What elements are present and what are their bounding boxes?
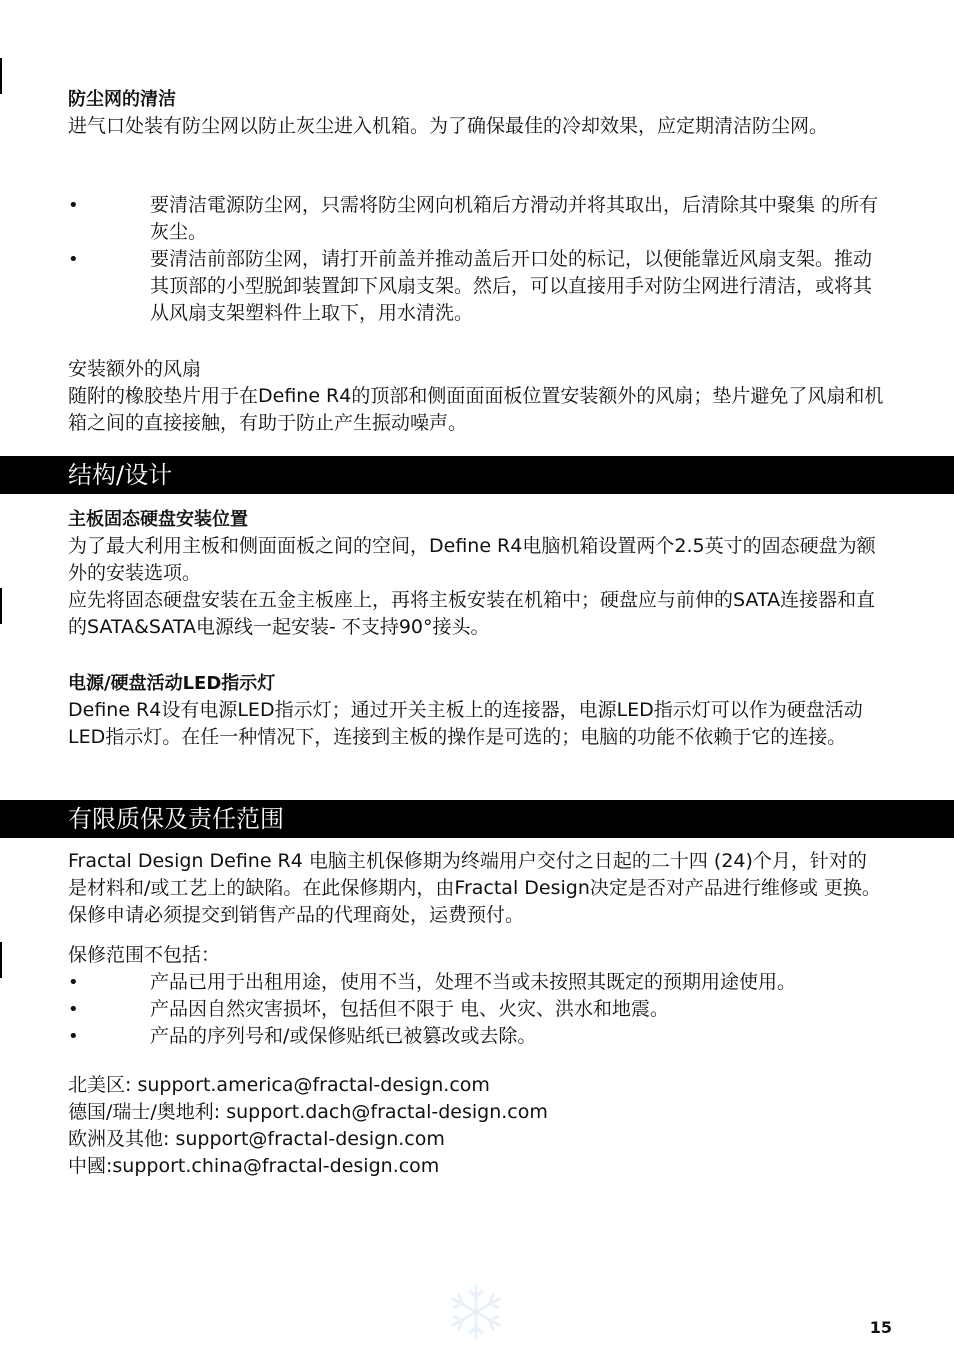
extra-fans-section	[68, 356, 884, 437]
list-item	[68, 996, 884, 1023]
warranty-section	[68, 848, 884, 929]
page-number: 15	[869, 1318, 892, 1337]
led-body: Define R4设有电源LED指示灯；通过开关主板上的连接器，电源LED指示灯可以作为硬盘活动LED指示灯。在任一种情况下，连接到主板的操作是可选的；电脑的功能不依赖于它的连接。	[68, 699, 863, 748]
ssd-body-2: 应先将固态硬盘安装在五金主板座上，再将主板安装在机箱中；硬盘应与前伸的SATA连接器和直的SATA&SATA电源线一起安装- 不支持90°接头。	[68, 589, 876, 638]
exclusions-title: 保修范围不包括：	[68, 944, 221, 966]
contact-china: 中國:support.china@fractal-design.com	[68, 1155, 440, 1177]
contact-north-america: 北美区: support.america@fractal-design.com	[68, 1074, 490, 1096]
extra-fans-title: 安装额外的风扇	[68, 358, 202, 380]
list-item	[68, 969, 884, 996]
ssd-title: 主板固态硬盘安装位置	[68, 509, 248, 530]
bullet-icon: •	[68, 999, 79, 1020]
warranty-body: Fractal Design Define R4 电脑主机保修期为终端用户交付之日起的二十四 (24)个月，针对的是材料和/或工艺上的缺陷。在此保修期内，由Fractal Design决定是否对产品进行维修或 更换。保修申请必须提交到销售产品的代理商处，运费预付。	[68, 850, 881, 926]
led-section	[68, 670, 884, 751]
bullet-text: 要清洁前部防尘网，请打开前盖并推动盖后开口处的标记，以便能靠近风扇支架。推动其顶部的小型脱卸装置卸下风扇支架。然后，可以直接用手对防尘网进行清洁，或将其从风扇支架塑料件上取下，用水清洗。	[150, 248, 873, 324]
list-item	[68, 246, 884, 327]
contact-dach: 德国/瑞士/奥地利: support.dach@fractal-design.com	[68, 1101, 548, 1123]
snowflake-icon	[446, 1282, 506, 1342]
warranty-exclusions	[68, 942, 884, 1050]
section-heading-design	[0, 456, 954, 494]
bullet-text: 产品的序列号和/或保修贴纸已被篡改或去除。	[150, 1025, 537, 1047]
ssd-section	[68, 506, 884, 641]
extra-fans-body: 随附的橡胶垫片用于在Define R4的顶部和侧面面面板位置安装额外的风扇；垫片避免了风扇和机箱之间的直接接触，有助于防止产生振动噪声。	[68, 385, 884, 434]
margin-mark	[0, 942, 2, 978]
dust-filter-title: 防尘网的清洁	[68, 89, 176, 110]
dust-filter-bullets	[68, 192, 884, 327]
list-item	[68, 192, 884, 246]
contact-europe: 欧洲及其他: support@fractal-design.com	[68, 1128, 445, 1150]
section-heading-warranty	[0, 800, 954, 838]
ssd-body-1: 为了最大利用主板和侧面面板之间的空间，Define R4电脑机箱设置两个2.5英寸的固态硬盘为额外的安装选项。	[68, 535, 876, 584]
dust-filter-intro: 进气口处装有防尘网以防止灰尘进入机箱。为了确保最佳的冷却效果，应定期清洁防尘网。	[68, 115, 829, 137]
dust-filter-section	[68, 86, 884, 140]
margin-mark	[0, 58, 2, 94]
bullet-text: 要清洁電源防尘网，只需将防尘网向机箱后方滑动并将其取出，后清除其中聚集 的所有灰尘。	[150, 194, 879, 243]
section-heading-text: 结构/设计	[68, 461, 173, 489]
contacts	[68, 1072, 884, 1180]
bullet-icon: •	[68, 1026, 79, 1047]
bullet-text: 产品已用于出租用途，使用不当，处理不当或未按照其既定的预期用途使用。	[150, 971, 797, 993]
bullet-text: 产品因自然灾害损坏，包括但不限于 电、火灾、洪水和地震。	[150, 998, 670, 1020]
bullet-icon: •	[68, 972, 79, 993]
bullet-icon: •	[68, 195, 79, 216]
exclusions-list	[68, 969, 884, 1050]
bullet-icon: •	[68, 249, 79, 270]
list-item	[68, 1023, 884, 1050]
led-title: 电源/硬盘活动LED指示灯	[68, 673, 276, 694]
margin-mark	[0, 588, 2, 624]
section-heading-text: 有限质保及责任范围	[68, 805, 284, 833]
